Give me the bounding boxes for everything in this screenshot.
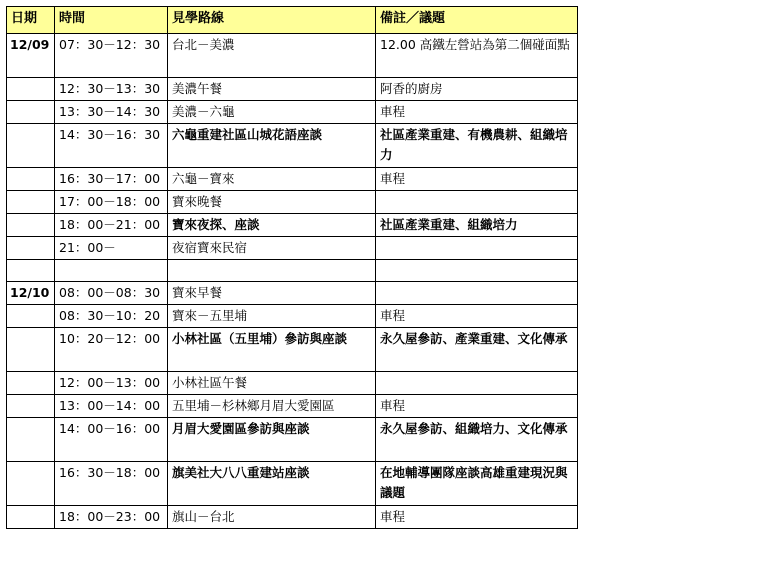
time-cell: 14：30－16：30: [55, 124, 168, 168]
time-cell: 08：00－08：30: [55, 282, 168, 305]
date-cell: [7, 328, 55, 372]
route-cell: 美濃－六龜: [168, 101, 376, 124]
time-cell: [55, 260, 168, 282]
time-cell: 16：30－18：00: [55, 462, 168, 506]
time-cell: 21：00－: [55, 237, 168, 260]
date-cell: [7, 506, 55, 529]
date-cell: [7, 101, 55, 124]
table-row: [7, 462, 578, 506]
note-cell: 車程: [376, 506, 578, 529]
route-cell: 六龜－寶來: [168, 168, 376, 191]
table-row: [7, 78, 578, 101]
table-row: [7, 282, 578, 305]
header-date: 日期: [7, 7, 55, 34]
time-cell: 13：00－14：00: [55, 395, 168, 418]
table-row: [7, 418, 578, 462]
route-cell: 寶來早餐: [168, 282, 376, 305]
route-cell: 夜宿寶來民宿: [168, 237, 376, 260]
route-cell: 小林社區午餐: [168, 372, 376, 395]
table-row: [7, 34, 578, 78]
table-row: [7, 124, 578, 168]
route-cell: 月眉大愛園區參訪與座談: [168, 418, 376, 462]
table-row: [7, 372, 578, 395]
table-row: [7, 395, 578, 418]
route-cell: 六龜重建社區山城花語座談: [168, 124, 376, 168]
route-cell: 台北－美濃: [168, 34, 376, 78]
note-cell: 社區產業重建、組織培力: [376, 214, 578, 237]
table-row: [7, 328, 578, 372]
date-cell: [7, 214, 55, 237]
itinerary-rows: [7, 34, 578, 529]
route-cell: 寶來晚餐: [168, 191, 376, 214]
time-cell: 10：20－12：00: [55, 328, 168, 372]
time-cell: 12：00－13：00: [55, 372, 168, 395]
date-cell: [7, 78, 55, 101]
note-cell: [376, 191, 578, 214]
date-cell: 12/10: [7, 282, 55, 305]
route-cell: 寶來－五里埔: [168, 305, 376, 328]
route-cell: [168, 260, 376, 282]
note-cell: 車程: [376, 101, 578, 124]
date-cell: [7, 462, 55, 506]
note-cell: [376, 260, 578, 282]
table-row: [7, 214, 578, 237]
route-cell: 小林社區（五里埔）參訪與座談: [168, 328, 376, 372]
note-cell: 車程: [376, 305, 578, 328]
time-cell: 13：30－14：30: [55, 101, 168, 124]
note-cell: [376, 282, 578, 305]
table-row: [7, 506, 578, 529]
table-row: [7, 260, 578, 282]
note-cell: 永久屋參訪、產業重建、文化傳承: [376, 328, 578, 372]
header-time: 時間: [55, 7, 168, 34]
note-cell: 社區產業重建、有機農耕、組織培力: [376, 124, 578, 168]
date-cell: [7, 168, 55, 191]
date-cell: [7, 124, 55, 168]
table-row: [7, 101, 578, 124]
date-cell: [7, 372, 55, 395]
time-cell: 17：00－18：00: [55, 191, 168, 214]
time-cell: 08：30－10：20: [55, 305, 168, 328]
note-cell: 車程: [376, 168, 578, 191]
table-row: [7, 237, 578, 260]
time-cell: 07：30－12：30: [55, 34, 168, 78]
note-cell: 12.00 高鐵左營站為第二個碰面點: [376, 34, 578, 78]
itinerary-table: [6, 6, 578, 529]
table-row: [7, 305, 578, 328]
time-cell: 12：30－13：30: [55, 78, 168, 101]
time-cell: 14：00－16：00: [55, 418, 168, 462]
note-cell: 永久屋參訪、組織培力、文化傳承: [376, 418, 578, 462]
date-cell: [7, 260, 55, 282]
header-route: 見學路線: [168, 7, 376, 34]
time-cell: 16：30－17：00: [55, 168, 168, 191]
table-row: [7, 191, 578, 214]
time-cell: 18：00－21：00: [55, 214, 168, 237]
note-cell: 車程: [376, 395, 578, 418]
header-row: [7, 7, 578, 34]
date-cell: [7, 191, 55, 214]
date-cell: [7, 418, 55, 462]
date-cell: 12/09: [7, 34, 55, 78]
header-notes: 備註／議題: [376, 7, 578, 34]
time-cell: 18：00－23：00: [55, 506, 168, 529]
schedule-document: [6, 6, 578, 529]
note-cell: [376, 237, 578, 260]
route-cell: 美濃午餐: [168, 78, 376, 101]
table-row: [7, 168, 578, 191]
route-cell: 旗山－台北: [168, 506, 376, 529]
note-cell: 在地輔導團隊座談高雄重建現況與議題: [376, 462, 578, 506]
date-cell: [7, 305, 55, 328]
route-cell: 寶來夜探、座談: [168, 214, 376, 237]
note-cell: [376, 372, 578, 395]
date-cell: [7, 237, 55, 260]
date-cell: [7, 395, 55, 418]
route-cell: 五里埔－杉林鄉月眉大愛園區: [168, 395, 376, 418]
note-cell: 阿香的廚房: [376, 78, 578, 101]
route-cell: 旗美社大八八重建站座談: [168, 462, 376, 506]
